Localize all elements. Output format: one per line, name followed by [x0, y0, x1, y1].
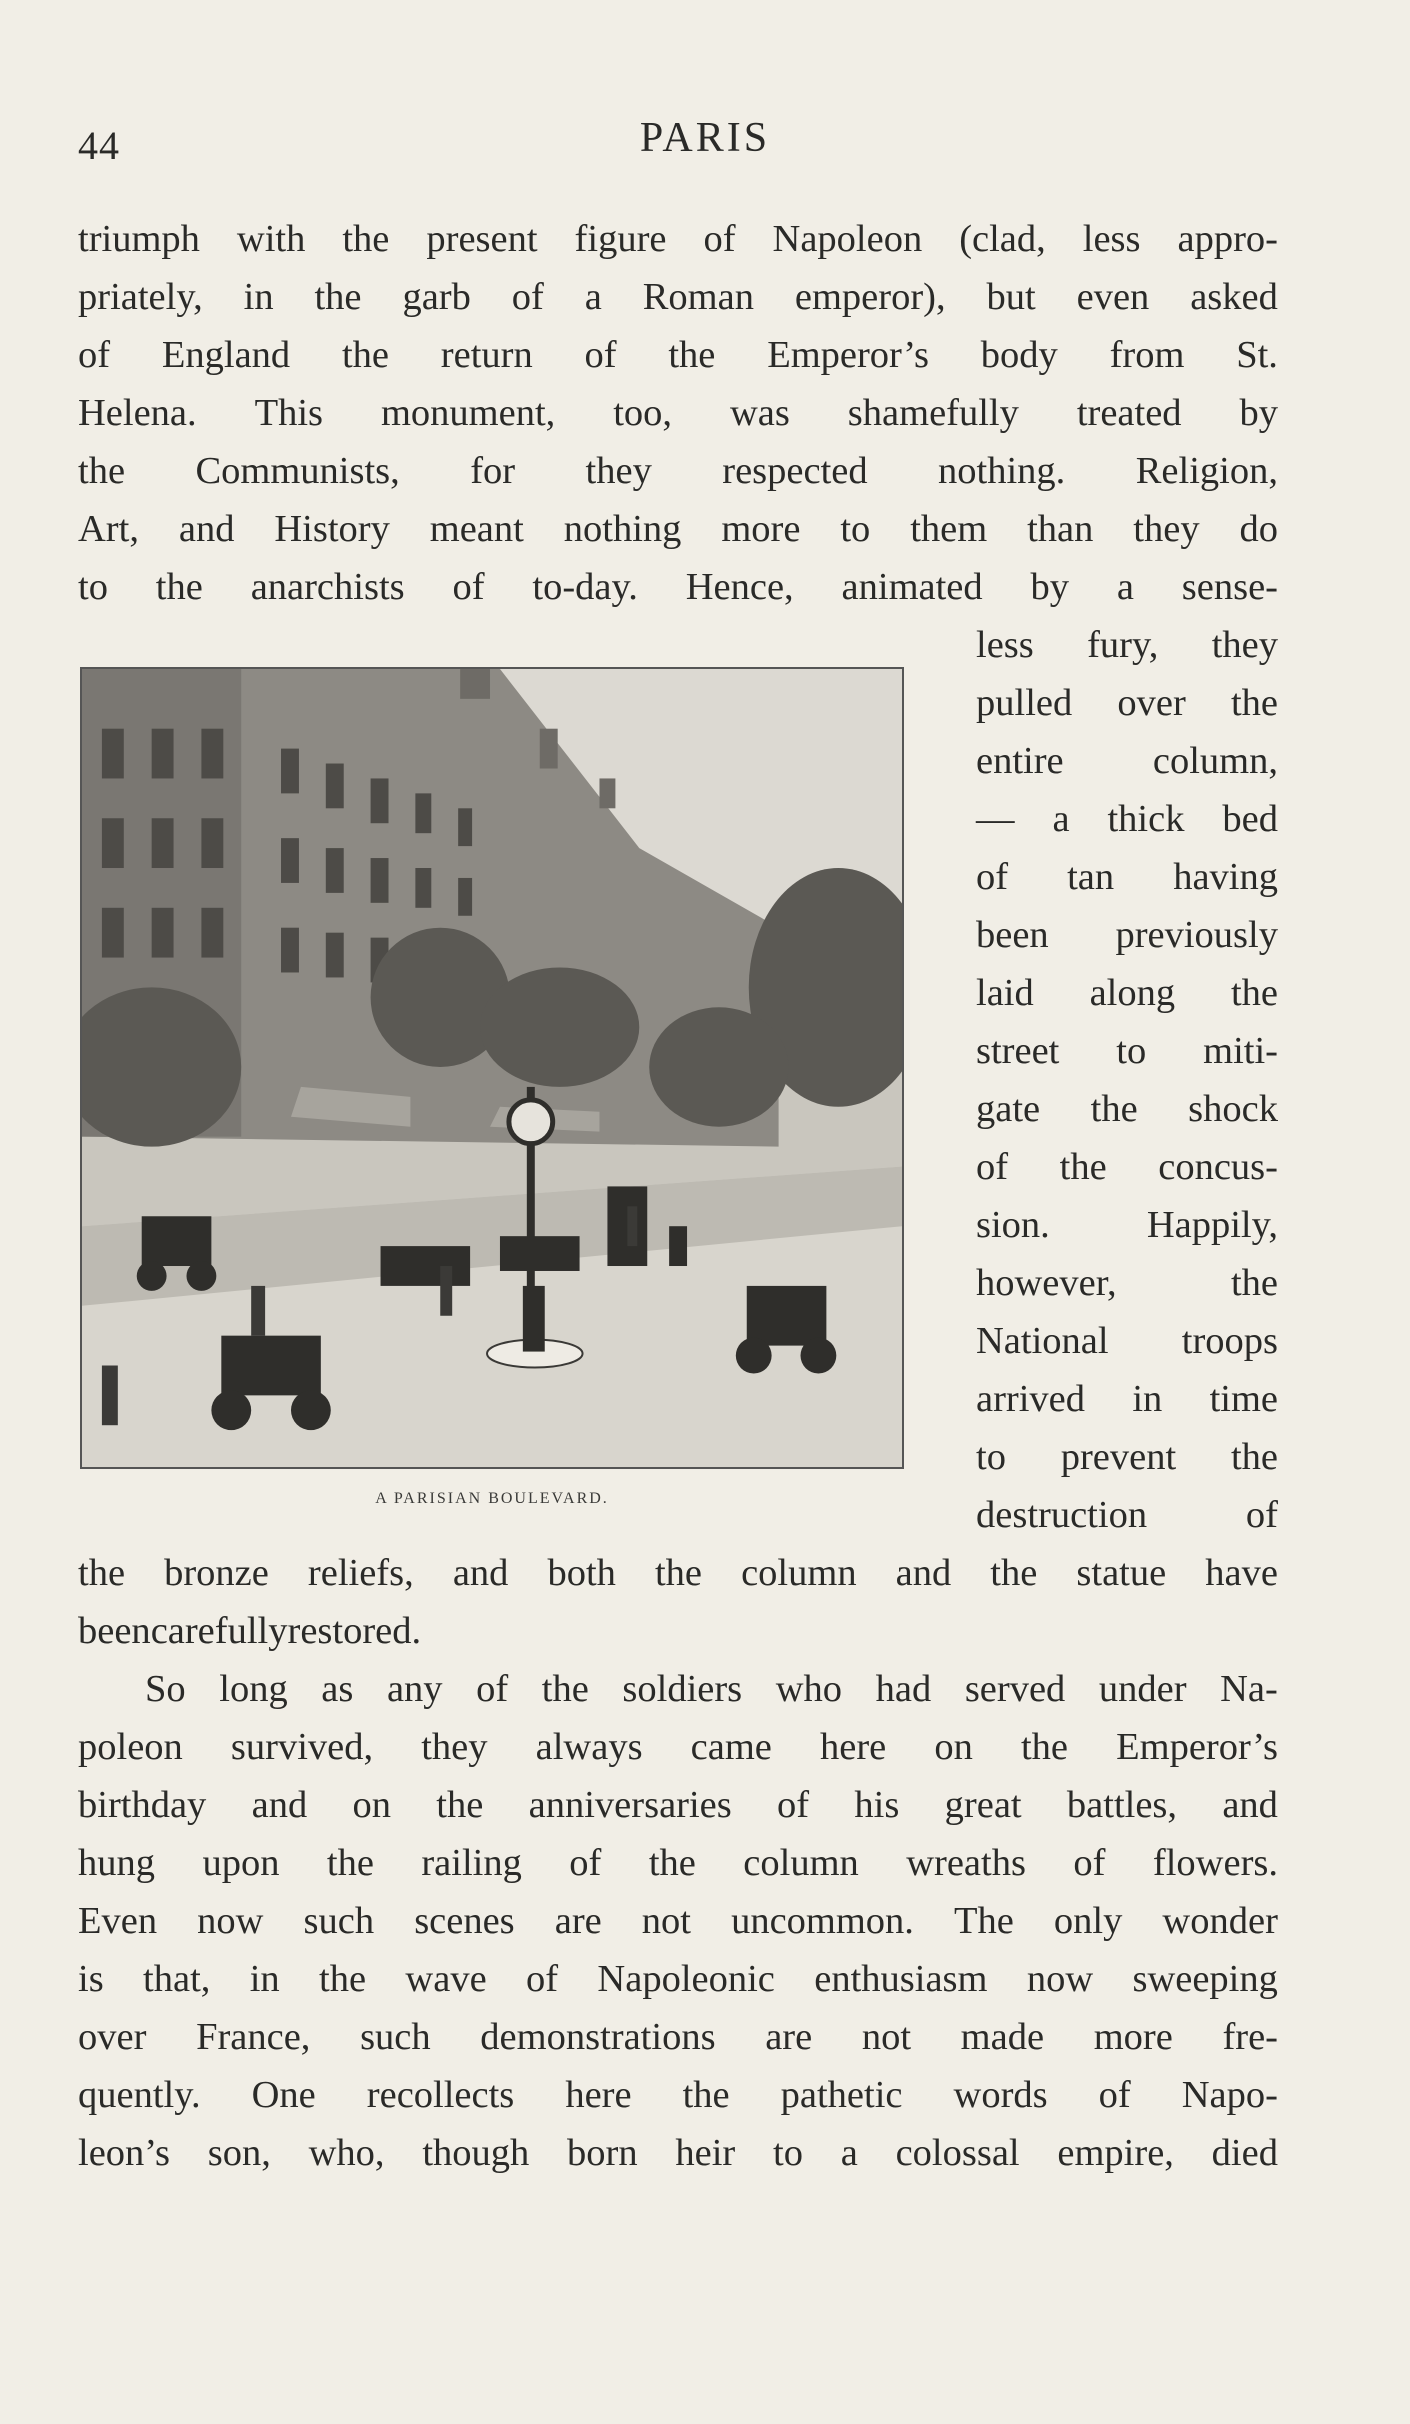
word: the — [155, 566, 203, 608]
text-line — [976, 1312, 1278, 1370]
word: had — [875, 1668, 932, 1710]
word: the — [1090, 1088, 1138, 1130]
word: they — [1133, 508, 1200, 550]
word: animated — [841, 566, 983, 608]
word: heir — [675, 2132, 736, 2174]
word: figure — [574, 218, 667, 260]
word: Napoleonic — [597, 1958, 775, 2000]
running-head: PARIS — [639, 115, 771, 161]
word: over — [78, 2016, 147, 2058]
text-line — [976, 1022, 1278, 1080]
word: St. — [1236, 334, 1278, 376]
word: Even — [78, 1900, 158, 1942]
word: the — [682, 2074, 730, 2116]
word: the — [319, 1958, 367, 2000]
word: appro- — [1177, 218, 1278, 260]
word: by — [1030, 566, 1069, 608]
word: and — [178, 508, 235, 550]
word: pulled — [976, 682, 1073, 724]
word: reliefs, — [307, 1552, 414, 1594]
word: over — [1117, 682, 1186, 724]
boulevard-photograph — [80, 667, 904, 1469]
word: Happily, — [1146, 1204, 1278, 1246]
word: they — [421, 1726, 488, 1768]
word: was — [729, 392, 790, 434]
word: Na- — [1220, 1668, 1278, 1710]
word: less — [976, 624, 1034, 666]
word: who — [775, 1668, 843, 1710]
word: the — [341, 334, 389, 376]
word: column — [743, 1842, 859, 1884]
word: even — [1076, 276, 1150, 318]
word: anarchists — [250, 566, 405, 608]
word: died — [1211, 2132, 1278, 2174]
text-line — [78, 2066, 1278, 2124]
word: shamefully — [847, 392, 1019, 434]
word: priately, — [78, 276, 203, 318]
word: now — [1026, 1958, 1094, 2000]
word: the — [78, 450, 126, 492]
word: meant — [429, 508, 524, 550]
word: sion. — [976, 1204, 1050, 1246]
word: to — [976, 1436, 1006, 1478]
word: of — [1073, 1842, 1106, 1884]
word: column, — [1152, 740, 1278, 782]
word: gate — [976, 1088, 1041, 1130]
word: bed — [1222, 798, 1278, 840]
text-line — [976, 1254, 1278, 1312]
word: scenes — [414, 1900, 515, 1942]
word: treated — [1076, 392, 1182, 434]
word: as — [321, 1668, 354, 1710]
page-number: 44 — [78, 123, 120, 168]
word: (clad, — [959, 218, 1046, 260]
text-line — [78, 1718, 1278, 1776]
word: nothing — [563, 508, 682, 550]
word: the — [541, 1668, 589, 1710]
word: nothing. — [938, 450, 1066, 492]
word: now — [197, 1900, 264, 1942]
word: born — [567, 2132, 638, 2174]
word: with — [236, 218, 306, 260]
word: emperor), — [794, 276, 946, 318]
word: empire, — [1057, 2132, 1174, 2174]
word: column — [741, 1552, 857, 1594]
word: hung — [78, 1842, 155, 1884]
text-line — [976, 906, 1278, 964]
word: concus- — [1158, 1146, 1278, 1188]
figure-caption: A PARISIAN BOULEVARD. — [375, 1490, 609, 1507]
text-line — [78, 1950, 1278, 2008]
word: carefully — [150, 1610, 288, 1652]
word: respected — [722, 450, 868, 492]
word: troops — [1181, 1320, 1278, 1362]
word: and — [452, 1552, 509, 1594]
text-line — [976, 732, 1278, 790]
word: came — [690, 1726, 772, 1768]
word: words — [953, 2074, 1048, 2116]
word: sweeping — [1132, 1958, 1278, 2000]
word: in — [243, 276, 274, 318]
word: however, — [976, 1262, 1117, 1304]
word: they — [585, 450, 652, 492]
word: railing — [421, 1842, 522, 1884]
word: the — [1230, 682, 1278, 724]
word: recollects — [366, 2074, 515, 2116]
word: Art, — [78, 508, 139, 550]
word: — — [976, 798, 1015, 840]
word: of — [1245, 1494, 1278, 1536]
word: triumph — [78, 218, 200, 260]
word: and — [895, 1552, 952, 1594]
word: of — [526, 1958, 559, 2000]
word: of — [476, 1668, 509, 1710]
text-line — [976, 790, 1278, 848]
text-line — [78, 384, 1278, 442]
word: great — [944, 1784, 1022, 1826]
word: uncommon. — [731, 1900, 914, 1942]
word: Helena. — [78, 392, 197, 434]
word: of — [976, 1146, 1009, 1188]
word: demonstrations — [480, 2016, 716, 2058]
word: History — [274, 508, 390, 550]
word: to — [1116, 1030, 1147, 1072]
word: bronze — [164, 1552, 269, 1594]
text-line — [78, 1776, 1278, 1834]
word: thick — [1107, 798, 1185, 840]
word: for — [470, 450, 516, 492]
word: the — [668, 334, 716, 376]
word: present — [426, 218, 538, 260]
word: too, — [613, 392, 673, 434]
text-line — [78, 2008, 1278, 2066]
word: any — [386, 1668, 443, 1710]
word: the — [1020, 1726, 1069, 1768]
word: entire — [976, 740, 1064, 782]
word: of — [584, 334, 617, 376]
word: the — [654, 1552, 703, 1594]
word: such — [303, 1900, 375, 1942]
word: survived, — [230, 1726, 374, 1768]
text-line — [145, 1660, 1278, 1718]
word: wonder — [1162, 1900, 1278, 1942]
word: are — [765, 2016, 813, 2058]
word: the — [1230, 1262, 1278, 1304]
word: of — [777, 1784, 810, 1826]
word: the — [648, 1842, 696, 1884]
text-line — [78, 1834, 1278, 1892]
word: along — [1089, 972, 1176, 1014]
word: The — [953, 1900, 1014, 1942]
word: of — [976, 856, 1009, 898]
word: not — [861, 2016, 912, 2058]
word: more — [1093, 2016, 1173, 2058]
text-line — [78, 210, 1278, 268]
page-header — [0, 112, 1410, 172]
text-line — [78, 2124, 1278, 2182]
text-line — [976, 1080, 1278, 1138]
word: to-day. — [532, 566, 638, 608]
word: pathetic — [780, 2074, 903, 2116]
word: of — [78, 334, 111, 376]
word: birthday — [78, 1784, 207, 1826]
word: the — [342, 218, 390, 260]
text-line — [78, 442, 1278, 500]
word: a — [1052, 798, 1070, 840]
word: have — [1205, 1552, 1278, 1594]
word: One — [251, 2074, 316, 2116]
word: previously — [1115, 914, 1278, 956]
word: National — [976, 1320, 1109, 1362]
word: anniversaries — [528, 1784, 732, 1826]
word: Hence, — [685, 566, 794, 608]
word: them — [910, 508, 988, 550]
word: and — [1222, 1784, 1278, 1826]
word: less — [1082, 218, 1141, 260]
text-line — [976, 964, 1278, 1022]
word: served — [964, 1668, 1066, 1710]
word: having — [1173, 856, 1278, 898]
word: the — [314, 276, 362, 318]
word: body — [980, 334, 1058, 376]
word: garb — [402, 276, 471, 318]
word: So — [145, 1668, 186, 1710]
word: monument, — [380, 392, 556, 434]
word: the — [78, 1552, 126, 1594]
word: restored. — [287, 1610, 422, 1652]
word: the — [1059, 1146, 1107, 1188]
word: Roman — [642, 276, 754, 318]
text-line — [78, 1892, 1278, 1950]
word: to — [78, 566, 108, 608]
word: street — [976, 1030, 1060, 1072]
text-line — [976, 1370, 1278, 1428]
text-line — [976, 1138, 1278, 1196]
word: under — [1098, 1668, 1187, 1710]
word: and — [251, 1784, 308, 1826]
word: time — [1209, 1378, 1278, 1420]
word: on — [352, 1784, 391, 1826]
word: laid — [976, 972, 1034, 1014]
word: more — [721, 508, 801, 550]
text-line — [976, 1428, 1278, 1486]
word: France, — [196, 2016, 311, 2058]
text-line — [78, 1602, 1278, 1660]
boulevard-illustration — [82, 669, 902, 1467]
word: here — [565, 2074, 632, 2116]
word: statue — [1076, 1552, 1167, 1594]
word: sense- — [1181, 566, 1278, 608]
word: been — [78, 1610, 151, 1652]
word: both — [547, 1552, 616, 1594]
word: leon’s — [78, 2132, 170, 2174]
word: the — [990, 1552, 1038, 1594]
word: that, — [143, 1958, 211, 2000]
word: though — [422, 2132, 530, 2174]
word: in — [249, 1958, 280, 2000]
word: of — [569, 1842, 602, 1884]
word: arrived — [976, 1378, 1086, 1420]
word: always — [535, 1726, 643, 1768]
text-line — [78, 268, 1278, 326]
word: do — [1239, 508, 1278, 550]
word: only — [1053, 1900, 1123, 1942]
word: soldiers — [622, 1668, 743, 1710]
word: who, — [308, 2132, 385, 2174]
word: son, — [207, 2132, 271, 2174]
word: shock — [1188, 1088, 1278, 1130]
text-line — [78, 1544, 1278, 1602]
text-line — [78, 558, 1278, 616]
word: Napo- — [1181, 2074, 1278, 2116]
word: on — [934, 1726, 973, 1768]
word: quently. — [78, 2074, 201, 2116]
text-line — [976, 616, 1278, 674]
word: the — [436, 1784, 484, 1826]
word: poleon — [78, 1726, 183, 1768]
text-line — [976, 1196, 1278, 1254]
word: upon — [202, 1842, 280, 1884]
word: flowers. — [1152, 1842, 1278, 1884]
word: than — [1027, 508, 1094, 550]
text-line — [78, 326, 1278, 384]
word: is — [78, 1958, 104, 2000]
word: to — [840, 508, 871, 550]
text-line — [976, 674, 1278, 732]
word: long — [219, 1668, 288, 1710]
word: the — [1230, 1436, 1278, 1478]
word: in — [1132, 1378, 1163, 1420]
word: of — [1098, 2074, 1131, 2116]
word: enthusiasm — [814, 1958, 988, 2000]
word: his — [854, 1784, 900, 1826]
word: colossal — [895, 2132, 1020, 2174]
word: made — [960, 2016, 1045, 2058]
word: such — [360, 2016, 431, 2058]
word: prevent — [1060, 1436, 1177, 1478]
word: Emperor’s — [1116, 1726, 1278, 1768]
word: from — [1109, 334, 1185, 376]
word: miti- — [1203, 1030, 1278, 1072]
word: the — [1230, 972, 1278, 1014]
word: been — [976, 914, 1049, 956]
word: are — [554, 1900, 602, 1942]
word: tan — [1067, 856, 1115, 898]
word: asked — [1190, 276, 1278, 318]
word: Napoleon — [772, 218, 923, 260]
word: fury, — [1087, 624, 1159, 666]
text-line — [78, 500, 1278, 558]
word: here — [820, 1726, 887, 1768]
word: of — [703, 218, 736, 260]
word: but — [986, 276, 1036, 318]
word: England — [161, 334, 291, 376]
word: by — [1239, 392, 1278, 434]
word: the — [326, 1842, 374, 1884]
text-line — [976, 848, 1278, 906]
word: they — [1211, 624, 1278, 666]
word: of — [511, 276, 544, 318]
word: This — [254, 392, 324, 434]
word: Emperor’s — [767, 334, 929, 376]
word: Religion, — [1135, 450, 1278, 492]
word: return — [440, 334, 533, 376]
word: Communists, — [195, 450, 400, 492]
word: to — [773, 2132, 803, 2174]
word: destruction — [976, 1494, 1148, 1536]
word: fre- — [1222, 2016, 1278, 2058]
word: wreaths — [906, 1842, 1026, 1884]
word: of — [452, 566, 485, 608]
text-line — [976, 1486, 1278, 1544]
word: battles, — [1066, 1784, 1178, 1826]
word: a — [584, 276, 602, 318]
word: not — [641, 1900, 691, 1942]
word: a — [840, 2132, 858, 2174]
word: wave — [405, 1958, 487, 2000]
word: a — [1116, 566, 1134, 608]
